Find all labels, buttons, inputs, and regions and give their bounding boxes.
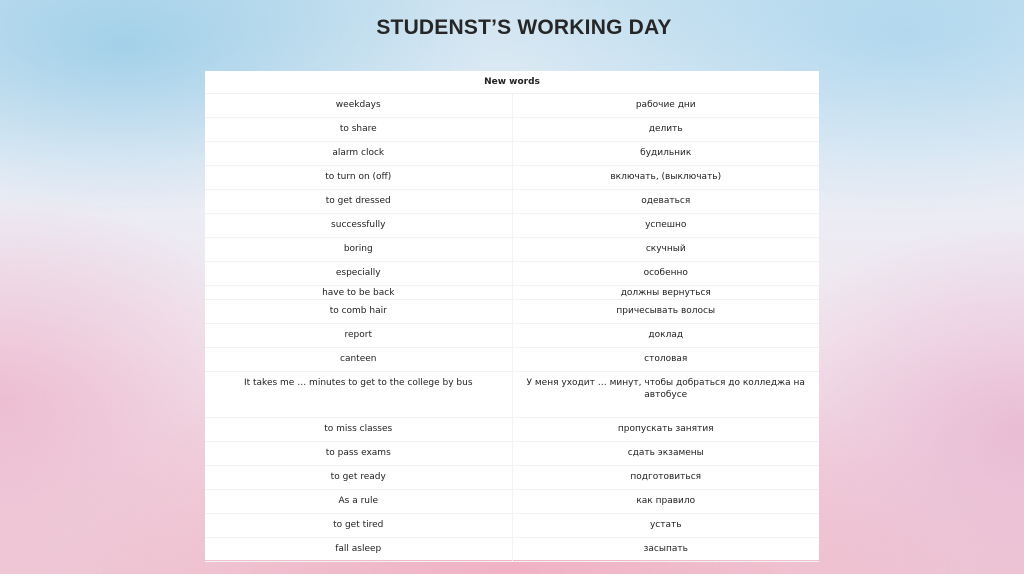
russian-translation-cell: должны вернуться [512,286,819,300]
russian-translation-cell: будильник [512,142,819,166]
russian-translation-cell: включать, (выключать) [512,166,819,190]
table-row [205,214,819,238]
russian-translation-cell: устать [512,514,819,538]
russian-translation-cell: одеваться [512,190,819,214]
english-word-cell: As a rule [205,490,512,514]
russian-translation-cell: делить [512,118,819,142]
table-row [205,166,819,190]
table-row [205,418,819,442]
russian-translation-cell: успешно [512,214,819,238]
table-row [205,118,819,142]
russian-translation-cell: пропускать занятия [512,418,819,442]
english-word-cell: especially [205,262,512,286]
russian-translation-cell: доклад [512,324,819,348]
english-word-cell: have to be back [205,286,512,300]
table-row [205,142,819,166]
english-word-cell: fall asleep [205,538,512,562]
vocabulary-table [205,71,819,562]
russian-translation-cell: скучный [512,238,819,262]
slide-title: STUDENST’S WORKING DAY [376,16,672,39]
russian-translation-cell: как правило [512,490,819,514]
russian-translation-cell: сдать экзамены [512,442,819,466]
russian-translation-cell: особенно [512,262,819,286]
english-word-cell: to get dressed [205,190,512,214]
english-word-cell: canteen [205,348,512,372]
english-word-cell: report [205,324,512,348]
table-row [205,238,819,262]
english-word-cell: to share [205,118,512,142]
table-row [205,514,819,538]
english-word-cell: to miss classes [205,418,512,442]
english-word-cell: weekdays [205,94,512,118]
table-header-new-words: New words [205,71,819,94]
table-row [205,286,819,300]
table-header-row [205,71,819,94]
table-row [205,262,819,286]
russian-translation-cell: У меня уходит … минут, чтобы добраться до колледжа на автобусе [512,372,819,418]
russian-translation-cell: столовая [512,348,819,372]
english-word-cell: to turn on (off) [205,166,512,190]
table-row [205,324,819,348]
english-word-cell: to get tired [205,514,512,538]
english-word-cell: boring [205,238,512,262]
english-word-cell: It takes me … minutes to get to the college by bus [205,372,512,418]
table-row [205,466,819,490]
vocabulary-table-panel [205,71,819,560]
table-row [205,442,819,466]
russian-translation-cell: подготовиться [512,466,819,490]
english-word-cell: to pass exams [205,442,512,466]
table-row [205,372,819,418]
english-word-cell: alarm clock [205,142,512,166]
english-word-cell: to comb hair [205,300,512,324]
russian-translation-cell: рабочие дни [512,94,819,118]
english-word-cell: to get ready [205,466,512,490]
table-row [205,300,819,324]
table-row [205,490,819,514]
table-row [205,94,819,118]
russian-translation-cell: причесывать волосы [512,300,819,324]
english-word-cell: successfully [205,214,512,238]
table-row [205,538,819,562]
table-row [205,190,819,214]
russian-translation-cell: засыпать [512,538,819,562]
table-row [205,348,819,372]
